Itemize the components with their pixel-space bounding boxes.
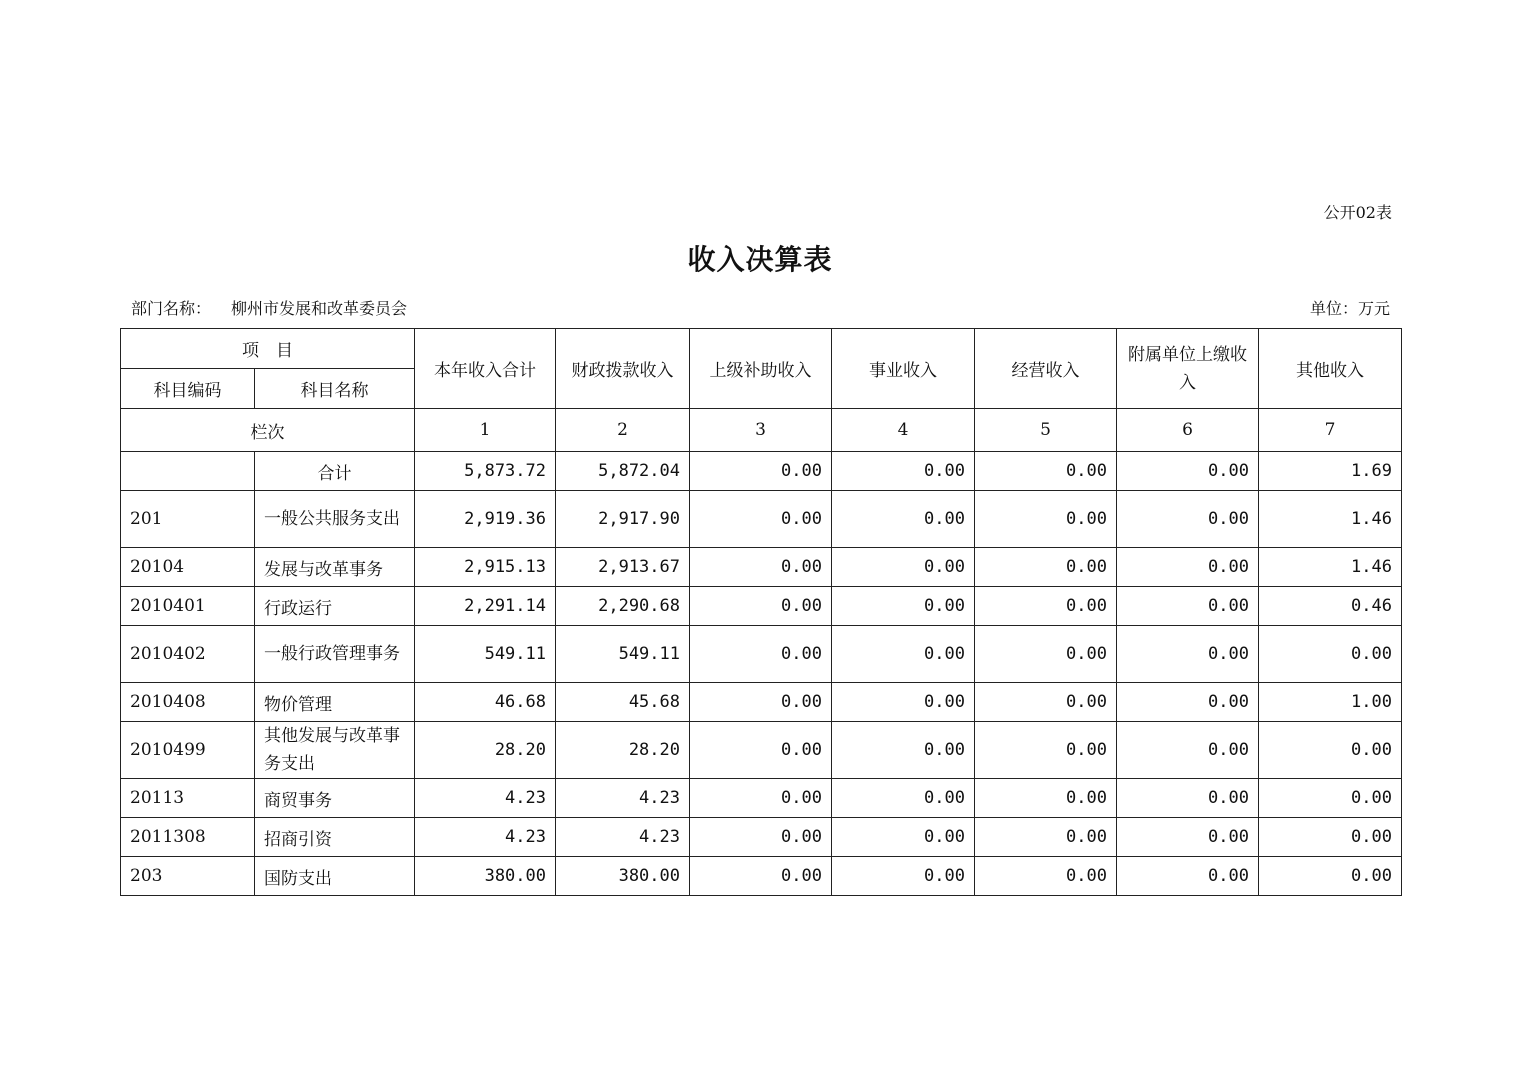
subject-name-cell: 国防支出 xyxy=(255,857,415,896)
value-cell: 0.00 xyxy=(975,857,1117,896)
value-cell: 2,913.67 xyxy=(556,548,690,587)
value-cell: 0.00 xyxy=(975,587,1117,626)
value-cell: 0.00 xyxy=(832,626,975,683)
value-cell: 0.00 xyxy=(1259,626,1402,683)
subject-name-cell: 行政运行 xyxy=(255,587,415,626)
value-cell: 0.00 xyxy=(690,587,832,626)
subject-name-cell: 招商引资 xyxy=(255,818,415,857)
value-cell: 0.00 xyxy=(832,722,975,779)
value-cell: 0.00 xyxy=(1259,857,1402,896)
subject-name-cell: 发展与改革事务 xyxy=(255,548,415,587)
value-cell: 0.00 xyxy=(1259,779,1402,818)
column-header: 其他收入 xyxy=(1259,329,1402,409)
subject-code-cell: 201 xyxy=(121,491,255,548)
subject-name-cell: 一般行政管理事务 xyxy=(255,626,415,683)
value-cell: 0.00 xyxy=(690,626,832,683)
subject-code-cell: 2010408 xyxy=(121,683,255,722)
subject-name-cell: 物价管理 xyxy=(255,683,415,722)
column-number: 1 xyxy=(415,409,556,452)
value-cell: 0.00 xyxy=(1117,491,1259,548)
subject-code-cell: 20113 xyxy=(121,779,255,818)
value-cell: 5,872.04 xyxy=(556,452,690,491)
value-cell: 2,919.36 xyxy=(415,491,556,548)
column-number: 6 xyxy=(1117,409,1259,452)
column-header: 事业收入 xyxy=(832,329,975,409)
column-number: 3 xyxy=(690,409,832,452)
subject-name-cell: 合计 xyxy=(255,452,415,491)
value-cell: 0.00 xyxy=(975,626,1117,683)
table-row xyxy=(121,587,1402,626)
value-cell: 0.00 xyxy=(832,818,975,857)
row-label: 栏次 xyxy=(121,409,415,452)
value-cell: 0.00 xyxy=(975,491,1117,548)
value-cell: 2,290.68 xyxy=(556,587,690,626)
item-group-header: 项 目 xyxy=(121,329,415,369)
value-cell: 0.00 xyxy=(832,491,975,548)
value-cell: 0.00 xyxy=(690,722,832,779)
value-cell: 0.00 xyxy=(1117,818,1259,857)
value-cell: 0.00 xyxy=(832,779,975,818)
subject-code-cell: 203 xyxy=(121,857,255,896)
value-cell: 0.46 xyxy=(1259,587,1402,626)
value-cell: 0.00 xyxy=(1117,587,1259,626)
value-cell: 1.46 xyxy=(1259,548,1402,587)
table-row xyxy=(121,491,1402,548)
value-cell: 4.23 xyxy=(556,779,690,818)
column-header: 财政拨款收入 xyxy=(556,329,690,409)
column-header: 本年收入合计 xyxy=(415,329,556,409)
value-cell: 0.00 xyxy=(832,683,975,722)
value-cell: 0.00 xyxy=(690,818,832,857)
department-value: 柳州市发展和改革委员会 xyxy=(231,299,408,318)
column-number: 7 xyxy=(1259,409,1402,452)
value-cell: 0.00 xyxy=(690,548,832,587)
value-cell: 380.00 xyxy=(415,857,556,896)
value-cell: 0.00 xyxy=(832,548,975,587)
value-cell: 0.00 xyxy=(1259,722,1402,779)
value-cell: 0.00 xyxy=(690,491,832,548)
value-cell: 1.69 xyxy=(1259,452,1402,491)
value-cell: 549.11 xyxy=(556,626,690,683)
value-cell: 0.00 xyxy=(832,587,975,626)
unit-label: 单位：万元 xyxy=(1309,299,1390,318)
value-cell: 0.00 xyxy=(975,452,1117,491)
value-cell: 0.00 xyxy=(690,683,832,722)
value-cell: 46.68 xyxy=(415,683,556,722)
income-table xyxy=(120,328,1402,896)
header-row-1 xyxy=(121,329,1402,369)
value-cell: 4.23 xyxy=(556,818,690,857)
table-row xyxy=(121,818,1402,857)
value-cell: 28.20 xyxy=(415,722,556,779)
subject-code-cell: 2011308 xyxy=(121,818,255,857)
value-cell: 4.23 xyxy=(415,779,556,818)
subject-code-cell: 2010402 xyxy=(121,626,255,683)
subject-name-cell: 其他发展与改革事务支出 xyxy=(255,722,415,779)
subject-code-header: 科目编码 xyxy=(121,369,255,409)
value-cell: 45.68 xyxy=(556,683,690,722)
department-line xyxy=(131,296,407,319)
value-cell: 0.00 xyxy=(690,779,832,818)
subject-name-cell: 商贸事务 xyxy=(255,779,415,818)
value-cell: 2,917.90 xyxy=(556,491,690,548)
table-row xyxy=(121,548,1402,587)
subject-code-cell: 2010499 xyxy=(121,722,255,779)
value-cell: 0.00 xyxy=(832,452,975,491)
value-cell: 2,915.13 xyxy=(415,548,556,587)
value-cell: 0.00 xyxy=(832,857,975,896)
value-cell: 0.00 xyxy=(975,818,1117,857)
value-cell: 380.00 xyxy=(556,857,690,896)
value-cell: 0.00 xyxy=(975,683,1117,722)
value-cell: 1.00 xyxy=(1259,683,1402,722)
value-cell: 0.00 xyxy=(1117,452,1259,491)
column-number: 4 xyxy=(832,409,975,452)
value-cell: 0.00 xyxy=(1117,779,1259,818)
value-cell: 0.00 xyxy=(1117,683,1259,722)
value-cell: 0.00 xyxy=(690,452,832,491)
column-header: 经营收入 xyxy=(975,329,1117,409)
value-cell: 0.00 xyxy=(975,548,1117,587)
subject-code-cell: 20104 xyxy=(121,548,255,587)
subject-name-cell: 一般公共服务支出 xyxy=(255,491,415,548)
value-cell: 0.00 xyxy=(1259,818,1402,857)
subject-code-cell xyxy=(121,452,255,491)
column-header: 上级补助收入 xyxy=(690,329,832,409)
column-number: 5 xyxy=(975,409,1117,452)
value-cell: 0.00 xyxy=(690,857,832,896)
subject-name-header: 科目名称 xyxy=(255,369,415,409)
table-row xyxy=(121,683,1402,722)
value-cell: 4.23 xyxy=(415,818,556,857)
value-cell: 5,873.72 xyxy=(415,452,556,491)
value-cell: 549.11 xyxy=(415,626,556,683)
value-cell: 0.00 xyxy=(1117,548,1259,587)
table-row xyxy=(121,722,1402,779)
table-row xyxy=(121,779,1402,818)
table-row xyxy=(121,452,1402,491)
column-header: 附属单位上缴收入 xyxy=(1117,329,1259,409)
value-cell: 0.00 xyxy=(975,722,1117,779)
table-row xyxy=(121,626,1402,683)
value-cell: 1.46 xyxy=(1259,491,1402,548)
value-cell: 0.00 xyxy=(975,779,1117,818)
value-cell: 28.20 xyxy=(556,722,690,779)
value-cell: 0.00 xyxy=(1117,857,1259,896)
value-cell: 0.00 xyxy=(1117,722,1259,779)
table-row xyxy=(121,857,1402,896)
column-number-row xyxy=(121,409,1402,452)
value-cell: 2,291.14 xyxy=(415,587,556,626)
form-number: 公开02表 xyxy=(1323,203,1392,222)
page-title: 收入决算表 xyxy=(687,243,833,276)
subject-code-cell: 2010401 xyxy=(121,587,255,626)
value-cell: 0.00 xyxy=(1117,626,1259,683)
column-number: 2 xyxy=(556,409,690,452)
department-label: 部门名称： xyxy=(131,299,212,318)
